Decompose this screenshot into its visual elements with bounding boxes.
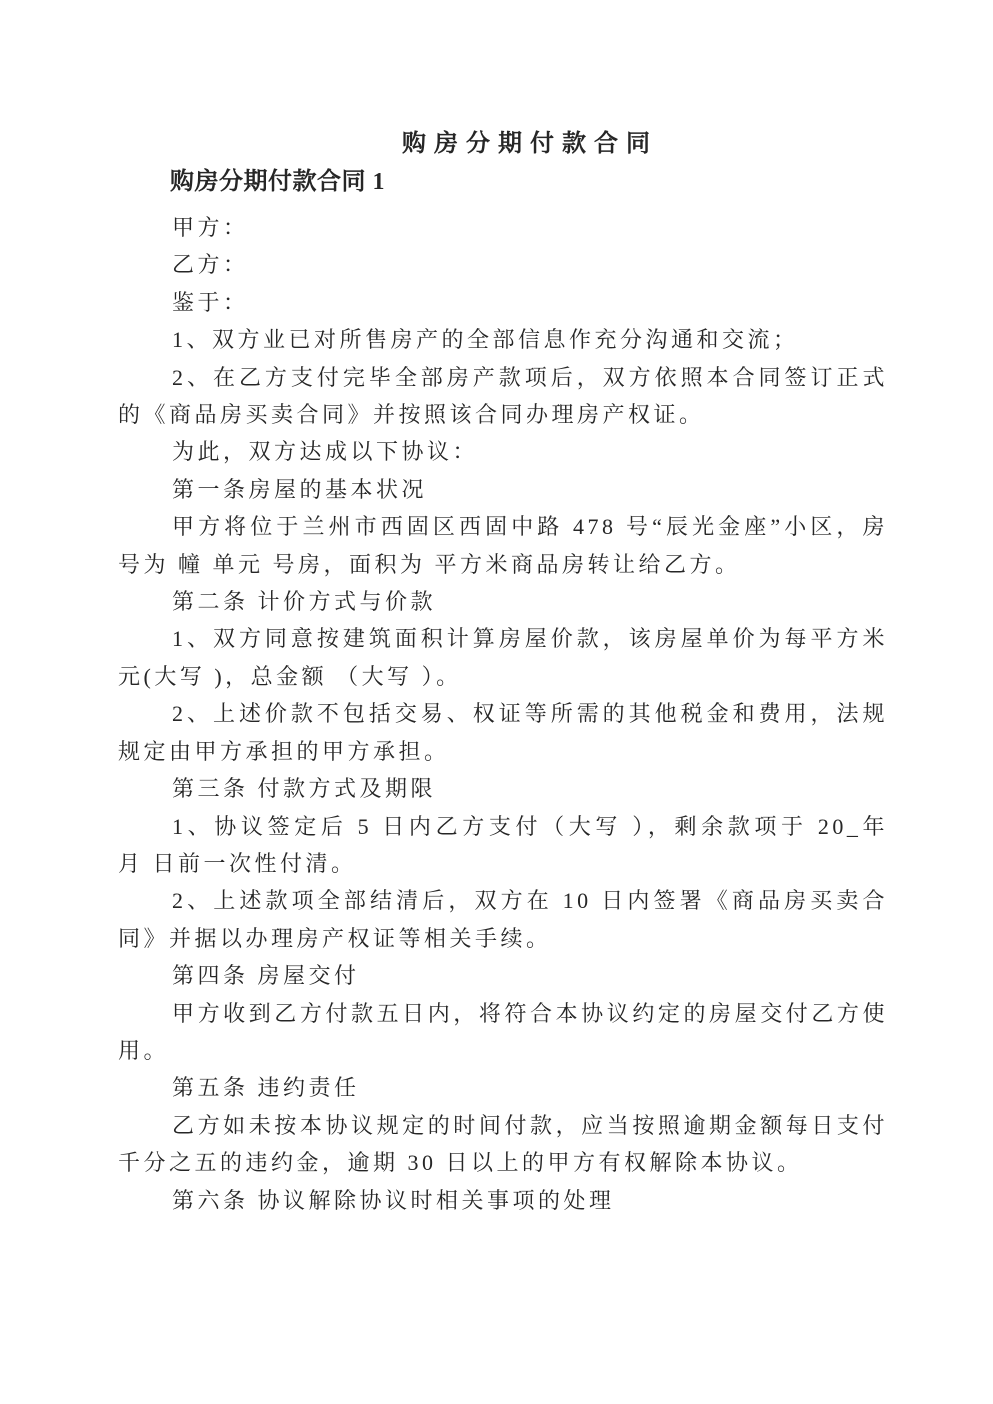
document-title: 购房分期付款合同 [402, 131, 658, 157]
paragraph: 1、双方同意按建筑面积计算房屋价款，该房屋单价为每平方米 元(大写 )，总金额 （大写 ）。 [118, 626, 888, 689]
paragraph: 1、双方业已对所售房产的全部信息作充分沟通和交流； [172, 327, 799, 353]
paragraph: 甲方收到乙方付款五日内，将符合本协议约定的房屋交付乙方使用。 [118, 1000, 888, 1063]
paragraph: 第六条 协议解除协议时相关事项的处理 [172, 1187, 615, 1213]
paragraph: 1、协议签定后 5 日内乙方支付（大写 ），剩余款项于 20_年 月 日前一次性付清。 [118, 813, 888, 876]
paragraph: 2、上述价款不包括交易、权证等所需的其他税金和费用，法规规定由甲方承担的甲方承担。 [118, 701, 888, 764]
paragraph: 第二条 计价方式与价款 [172, 589, 437, 615]
paragraph: 甲方将位于兰州市西固区西固中路 478 号“辰光金座”小区，房号为 幢 单元 号房，面积为 平方米商品房转让给乙方。 [118, 514, 888, 577]
paragraph: 甲方： [172, 215, 249, 240]
document-subtitle: 购房分期付款合同 1 [170, 169, 385, 195]
paragraph: 乙方如未按本协议规定的时间付款，应当按照逾期金额每日支付千分之五的违约金，逾期 30 日以上的甲方有权解除本协议。 [118, 1112, 888, 1176]
paragraph: 第一条房屋的基本状况 [172, 476, 428, 502]
paragraph: 第三条 付款方式及期限 [172, 776, 437, 802]
paragraph: 为此，双方达成以下协议： [172, 439, 479, 465]
paragraph: 乙方： [172, 252, 249, 278]
paragraph: 第五条 违约责任 [172, 1075, 360, 1101]
paragraph: 2、在乙方支付完毕全部房产款项后，双方依照本合同签订正式的《商品房买卖合同》并按照该合同办理房产权证。 [118, 364, 888, 428]
paragraph: 2、上述款项全部结清后，双方在 10 日内签署《商品房买卖合同》并据以办理房产权证等相关手续。 [118, 888, 888, 951]
paragraph: 第四条 房屋交付 [172, 963, 360, 989]
paragraph: 鉴于： [172, 289, 249, 315]
document-body [118, 209, 888, 1219]
